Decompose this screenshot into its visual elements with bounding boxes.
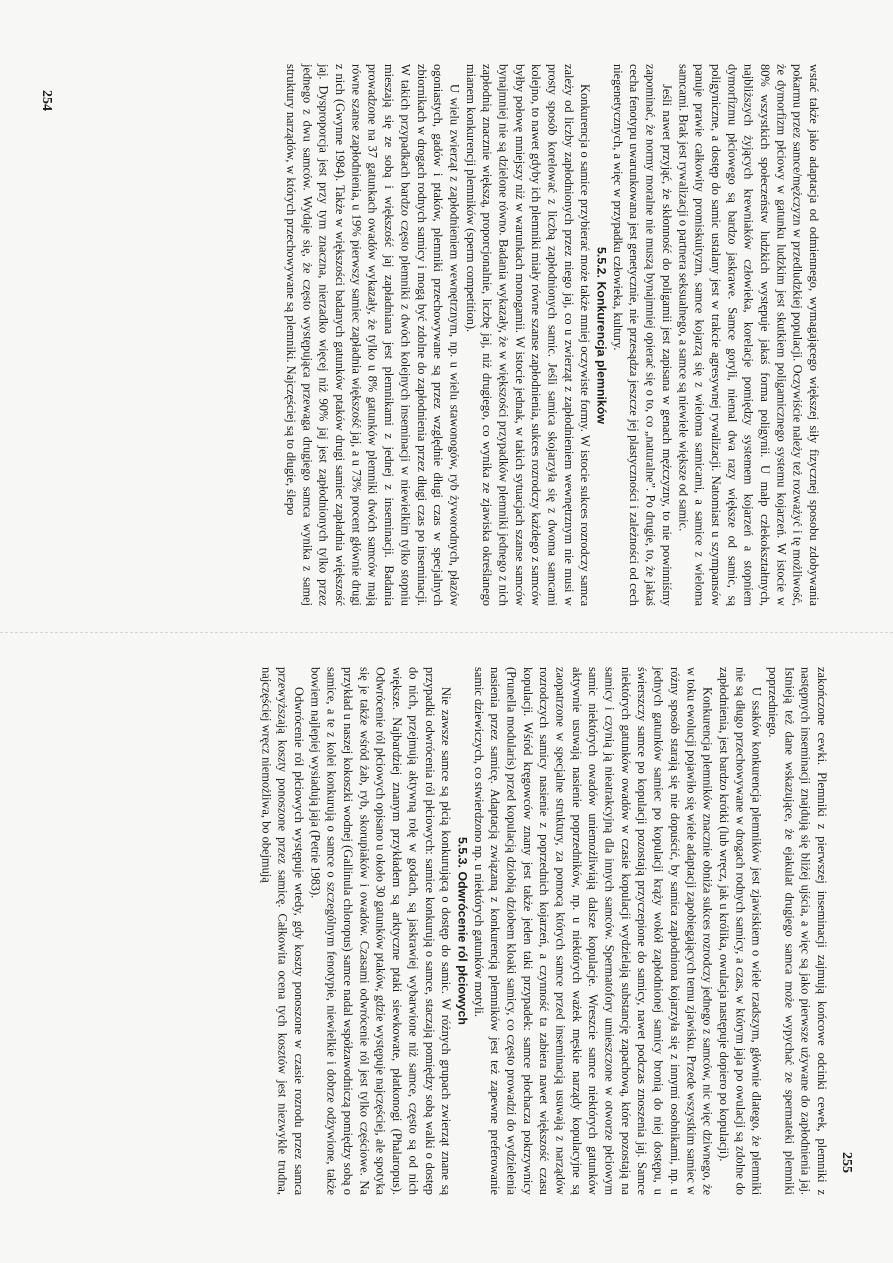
paragraph: Konkurencja plemników znacznie obniża sukces rozrodczy jednego z samców, nic więc dziwnego, że w toku ewolucji pojawiło się wiele adaptacji zapobiegających temu zjawisku. Przede wszystkim samiec w różny sposób starają się nie dopuścić, by samica zapłodniona kojarzyła się z innymi osobnikami, np. u jednych gatunków samiec po kopulacji krąży wokół zapłodnionej samicy bronią do niej dostępu, u świerszczy samce po kopulacji pozostają przyczepione do samicy, nawet podczas znoszenia jaj. Samce niektórych gatunków owadów w czasie kopulacji wydzielają substancję zapachową, które pozostają na samicy i czynią ją nieatrakcyjną dla innych samców. Spermatofory umieszczone w otworze płciowym samic niektórych owadów uniemożliwiają dalsze kopulacje. Wreszcie samce niektórych gatunków aktywnie usuwają nasienie poprzedników, np. u niektórych ważek męskie narządy kopulacyjne są zaopatrzone w specjalne struktury, za pomocą których samce przed inseminacją usuwają z narządów rozrodczych samicy nasienie z poprzednich kojarzeń, a czynność ta zabiera nawet większość czasu kopulacji. Wśród kręgowców znany jest także jeden taki przypadek: samce płochacza pokrzywnicy (Prunella modularis) przed kopulacją dziobią dziobem kloaki samicy, co często prowadzi do wydzielenia nasienia przez samicę. Adaptacją związaną z konkurencją plemników jest też zapewne preferowanie samic dziewiczych, co stwierdzono np. u niektórych gatunków motyli.: [471, 667, 715, 1195]
left-page-column: [284, 64, 822, 606]
paragraph: Konkurencja o samice przybierać może także mniej oczywiste formy. W istocie sukces rozrodczy samca zależy od liczby zapłodnionych przez niego jaj, co u zwierząt z zapłodnieniem wewnętrznym nie musi w prosty sposób korelować z liczbą zapłodnionych samic. Jeśli samica skojarzyła się z dwoma samcami kolejno, to nawet gdyby ich plemniki miały równe szanse zapłodnienia, sukces rozrodczy każdego z samców byłby połowę mniejszy niż w warunkach monogamii. W istocie jednak, w takich sytuacjach szanse samców bynajmniej nie są dzielone równo. Badania wykazały, że w większości przypadków plemniki jednego z nich zapłodnią znacznie większą, proporcjonalnie, liczbę jaj, niż drugiego, co wynika ze zjawiska określanego mianem konkurencji plemników (sperm competition).: [463, 64, 593, 606]
paragraph: U wielu zwierząt z zapłodnieniem wewnętrznym, np. u wielu stawonogów, ryb żyworodnych, płazów ogoniastych, gadów i ptaków, plemniki przechowywane są przez względnie długi czas w specjalnych zbiornikach w drogach rodnych samicy i mogą być zdolne do zapłodnienia przez długi czas po inseminacji. W takich przypadkach bardzo często plemniki z dwóch kolejnych inseminacji w niewielkim tylko stopniu mieszają się ze sobą i większość jaj zapładniana jest plemnikami z jednej z inseminacji. Badania prowadzone na 37 gatunkach owadów wykazały, że tylko u 8% gatunków plemniki dwóch samców mają równe szanse zapłodnienia, u 19% pierwszy samiec zapładnia większość jaj, a u 73% procent głównie drugi z nich (Gwynne 1984). Także w większości badanych gatunków ptaków drugi samiec zapładnia większość jaj. Dysproporcja jest przy tym znaczna, nierzadko więcej niż 90% jaj jest zapłodnionych tylko przez jednego z dwu samców. Wydaje się, że często występująca przewaga drugiego samca wynika z samej struktury narządów, w których przechowywane są plemniki. Najczęściej są to długie, ślepo: [284, 64, 462, 606]
paragraph: Jeśli nawet przyjąć, że skłonność do poligamii jest zapisana w genach mężczyzny, to nie powinniśmy zapominać, że normy moralne nie muszą bynajmniej opierać się o to, co „naturalne”. Po drugie, to, że jakaś cecha fenotypu uwarunkowana jest genetycznie, nie przesądza jeszcze jej plastyczności i zależności od cech niegenetycznych, a więc w przypadku człowieka, kultury.: [610, 64, 674, 606]
paragraph: U ssaków konkurencja plemników jest zjawiskiem o wiele rzadszym, głównie dlatego, że plemniki nie są długo przechowywane w drogach rodnych samicy, a czas, w którym jaja po owulacji są zdolne do zapłodnienia, jest bardzo krótki (lub wręcz, jak u królika, owulacja następuje dopiero po kopulacji).: [716, 667, 764, 1195]
section-heading: 5.5.2. Konkurencja plemników: [594, 246, 609, 424]
paragraph: Nie zawsze samce są płcią konkurującą o dostęp do samic. W różnych grupach zwierząt znane są przypadki odwrócenia ról płciowych: samice konkurują o samce, staczają pomiędzy sobą walki o dostęp do nich, przejmują aktywną rolę w godach, są jaskrawiej wybarwione niż samce, często są od nich większe. Najbardziej znanym przykładem są arktyczne ptaki siewkowate, płatkonogi (Phalaropus). Odwrócenie ról płciowych opisano u około 30 gatunków ptaków, gdzie występuje najczęściej, ale spotyka się je także wśród żab, ryb, skorupiaków i owadów. Czasami odwrócenie ról jest tylko częściowe. Na przykład u naszej kokoszki wodnej (Gallinula chloropus) samce nadal współzawodniczą pomiędzy sobą o samice, a te z kolei konkurują o samce o szczególnym fenotypie, niewielkie i dobrze odżywione, także bowiem najlepiej wysiadują jaja (Petrie 1983).: [308, 667, 454, 1195]
page-number-right: 255: [839, 1152, 854, 1173]
right-page-column: [259, 667, 830, 1195]
page-fold: [0, 632, 893, 633]
page-number-left: 254: [39, 90, 54, 111]
paragraph: zakończone cewki. Plemniki z pierwszej inseminacji zajmują końcowe odcinki cewek, plemniki z następnych inseminacji znajdują się bliżej ujścia, a więc są jako pierwsze używane do zapłodnienia jaj. Istnieją też dane wskazujące, że ejakulat drugiego samca może wypychać ze spermateki plemniki poprzedniego.: [765, 667, 829, 1195]
section-heading: 5.5.3. Odwrócenie ról płciowych: [455, 837, 470, 1025]
paragraph: Odwrócenie ról płciowych występuje wtedy, gdy koszty ponoszone w czasie rozrodu przez samca przewyższają koszty ponoszone przez samicę. Całkowita ocena tych kosztów jest niezwykle trudna, najczęściej wręcz niemożliwa, bo obejmują: [259, 667, 306, 1195]
paragraph: wstać także jako adaptacja od odmiennego, wymagającego większej siły fizycznej sposobu zdobywania pokarmu przez samce/mężczyzn w przedludzkiej populacji. Oczywiście należy też rozważyć i tę możliwość, że dymorfizm płciowy w gatunku ludzkim jest skutkiem poligamicznego systemu kojarzeń. W istocie w 80% wszystkich społeczeństw ludzkich występuje jakaś forma poligynii. U małp człekokształtnych, najbliższych żyjących krewniaków człowieka, korelacje pomiędzy systemem kojarzeń a stopniem dymorfizmu płciowego są bardzo jaskrawe. Samce goryli, niemal dwa razy większe od samic, są poligyniczne, a dostęp do samic ustalany jest w trakcie agresywnej rywalizacji. Natomiast u szympansów panuje prawie całkowity promiskuityzm, samce kojarzą się z wieloma samicami, a samice z wieloma samcami. Brak jest rywalizacji o partnera seksualnego, a samce są niewiele większe od samic.: [676, 64, 821, 606]
